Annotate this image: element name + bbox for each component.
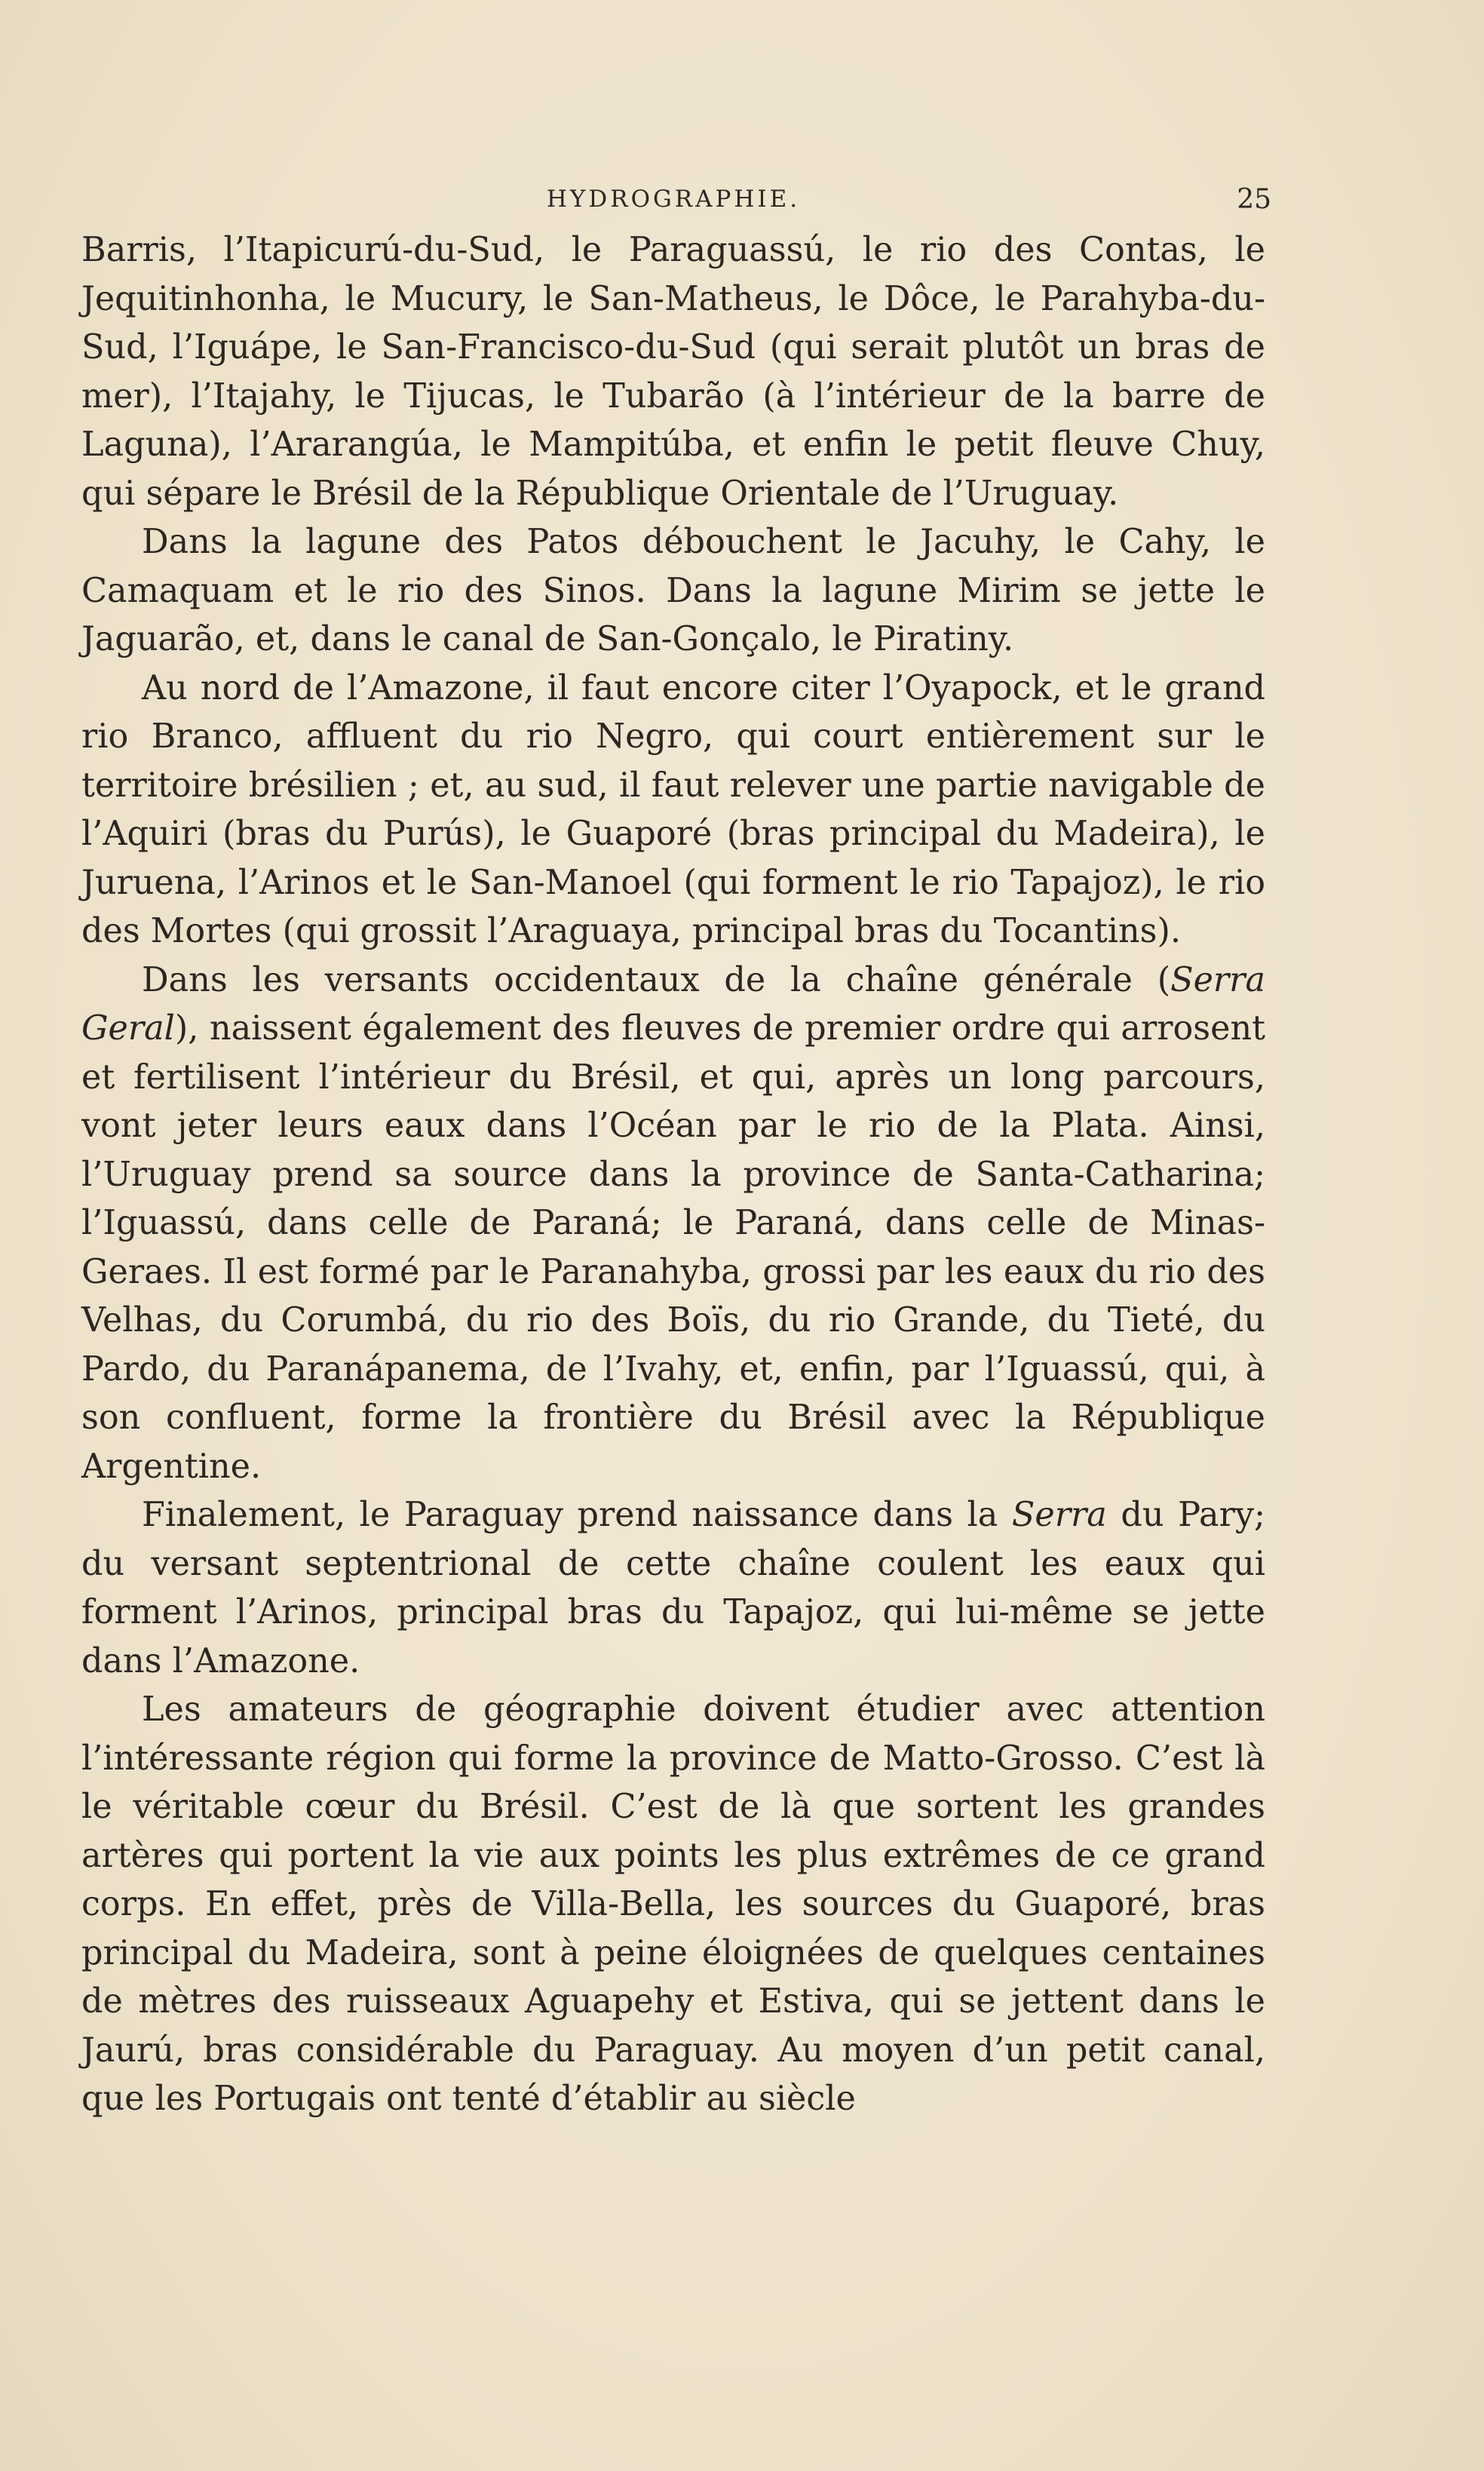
paragraph-1: Barris, l’Itapicurú-du-Sud, le Paraguassú, le rio des Contas, le Jequitinhonha, le Mucury, le San-Matheus, le Dôce, le Parahyba-du-Sud, l’Iguápe, le San-Francisco-du-Sud (qui serait plutôt un bras de mer), l’Itajahy, le Tijucas, le Tubarão (à l’intérieur de la barre de Laguna), l’Ararangúa, le Mampitúba, et enfin le petit fleuve Chuy, qui sépare le Brésil de la République Orientale de l’Uruguay. — [81, 231, 1265, 513]
paragraph-5-before: Finalement, le Paraguay prend naissance dans la — [142, 1496, 1012, 1534]
book-page — [81, 175, 1271, 2124]
paragraph-4-italic: Serra Geral — [81, 960, 1265, 1048]
paragraph-5-after: du Pary; du versant septentrional de cette chaîne coulent les eaux qui forment l’Arinos, principal bras du Tapajoz, qui lui-même se jette dans l’Amazone. — [81, 1496, 1265, 1681]
running-head — [81, 175, 1271, 220]
paragraph-3: Au nord de l’Amazone, il faut encore citer l’Oyapock, et le grand rio Branco, affluent du rio Negro, qui court entièrement sur le territoire brésilien ; et, au sud, il faut relever une partie navigable de l’Aquiri (bras du Purús), le Guaporé (bras principal du Madeira), le Juruena, l’Arinos et le San-Manoel (qui forment le rio Tapajoz), le rio des Mortes (qui grossit l’Araguaya, principal bras du Tocantins). — [81, 668, 1265, 950]
paragraph-6: Les amateurs de géographie doivent étudier avec attention l’intéressante région qui forme la province de Matto-Grosso. C’est là le véritable cœur du Brésil. C’est de là que sortent les grandes artères qui portent la vie aux points les plus extrêmes de ce grand corps. En effet, près de Villa-Bella, les sources du Guaporé, bras principal du Madeira, sont à peine éloignées de quelques centaines de mètres des ruisseaux Aguapehy et Estiva, qui se jettent dans le Jaurú, bras considérable du Paraguay. Au moyen d’un petit canal, que les Portugais ont tenté d’établir au siècle — [81, 1690, 1265, 2118]
paragraph-2: Dans la lagune des Patos débouchent le Jacuhy, le Cahy, le Camaquam et le rio des Sinos. Dans la lagune Mirim se jette le Jaguarão, et, dans le canal de San-Gonçalo, le Piratiny. — [81, 523, 1265, 658]
paragraph-4-before: Dans les versants occidentaux de la chaîne générale ( — [142, 960, 1171, 999]
page-number: 25 — [1237, 184, 1271, 215]
paragraph-5-italic: Serra — [1011, 1496, 1107, 1534]
paragraph-4-after: ), naissent également des fleuves de premier ordre qui arrosent et fertilisent l’intérieur du Brésil, et qui, après un long parcours, vont jeter leurs eaux dans l’Océan par le rio de la Plata. Ainsi, l’Uruguay prend sa source dans la province de Santa-Catharina; l’Iguassú, dans celle de Paraná; le Paraná, dans celle de Minas-Geraes. Il est formé par le Paranahyba, grossi par les eaux du rio des Velhas, du Corumbá, du rio des Boïs, du rio Grande, du Tieté, du Pardo, du Paranápanema, de l’Ivahy, et, enfin, par l’Iguassú, qui, à son confluent, forme la frontière du Brésil avec la République Argentine. — [81, 1009, 1265, 1486]
paragraph-5 — [81, 1491, 1265, 1686]
running-title: HYDROGRAPHIE. — [546, 186, 801, 213]
paragraph-4 — [81, 956, 1265, 1492]
body-text — [81, 226, 1265, 2124]
